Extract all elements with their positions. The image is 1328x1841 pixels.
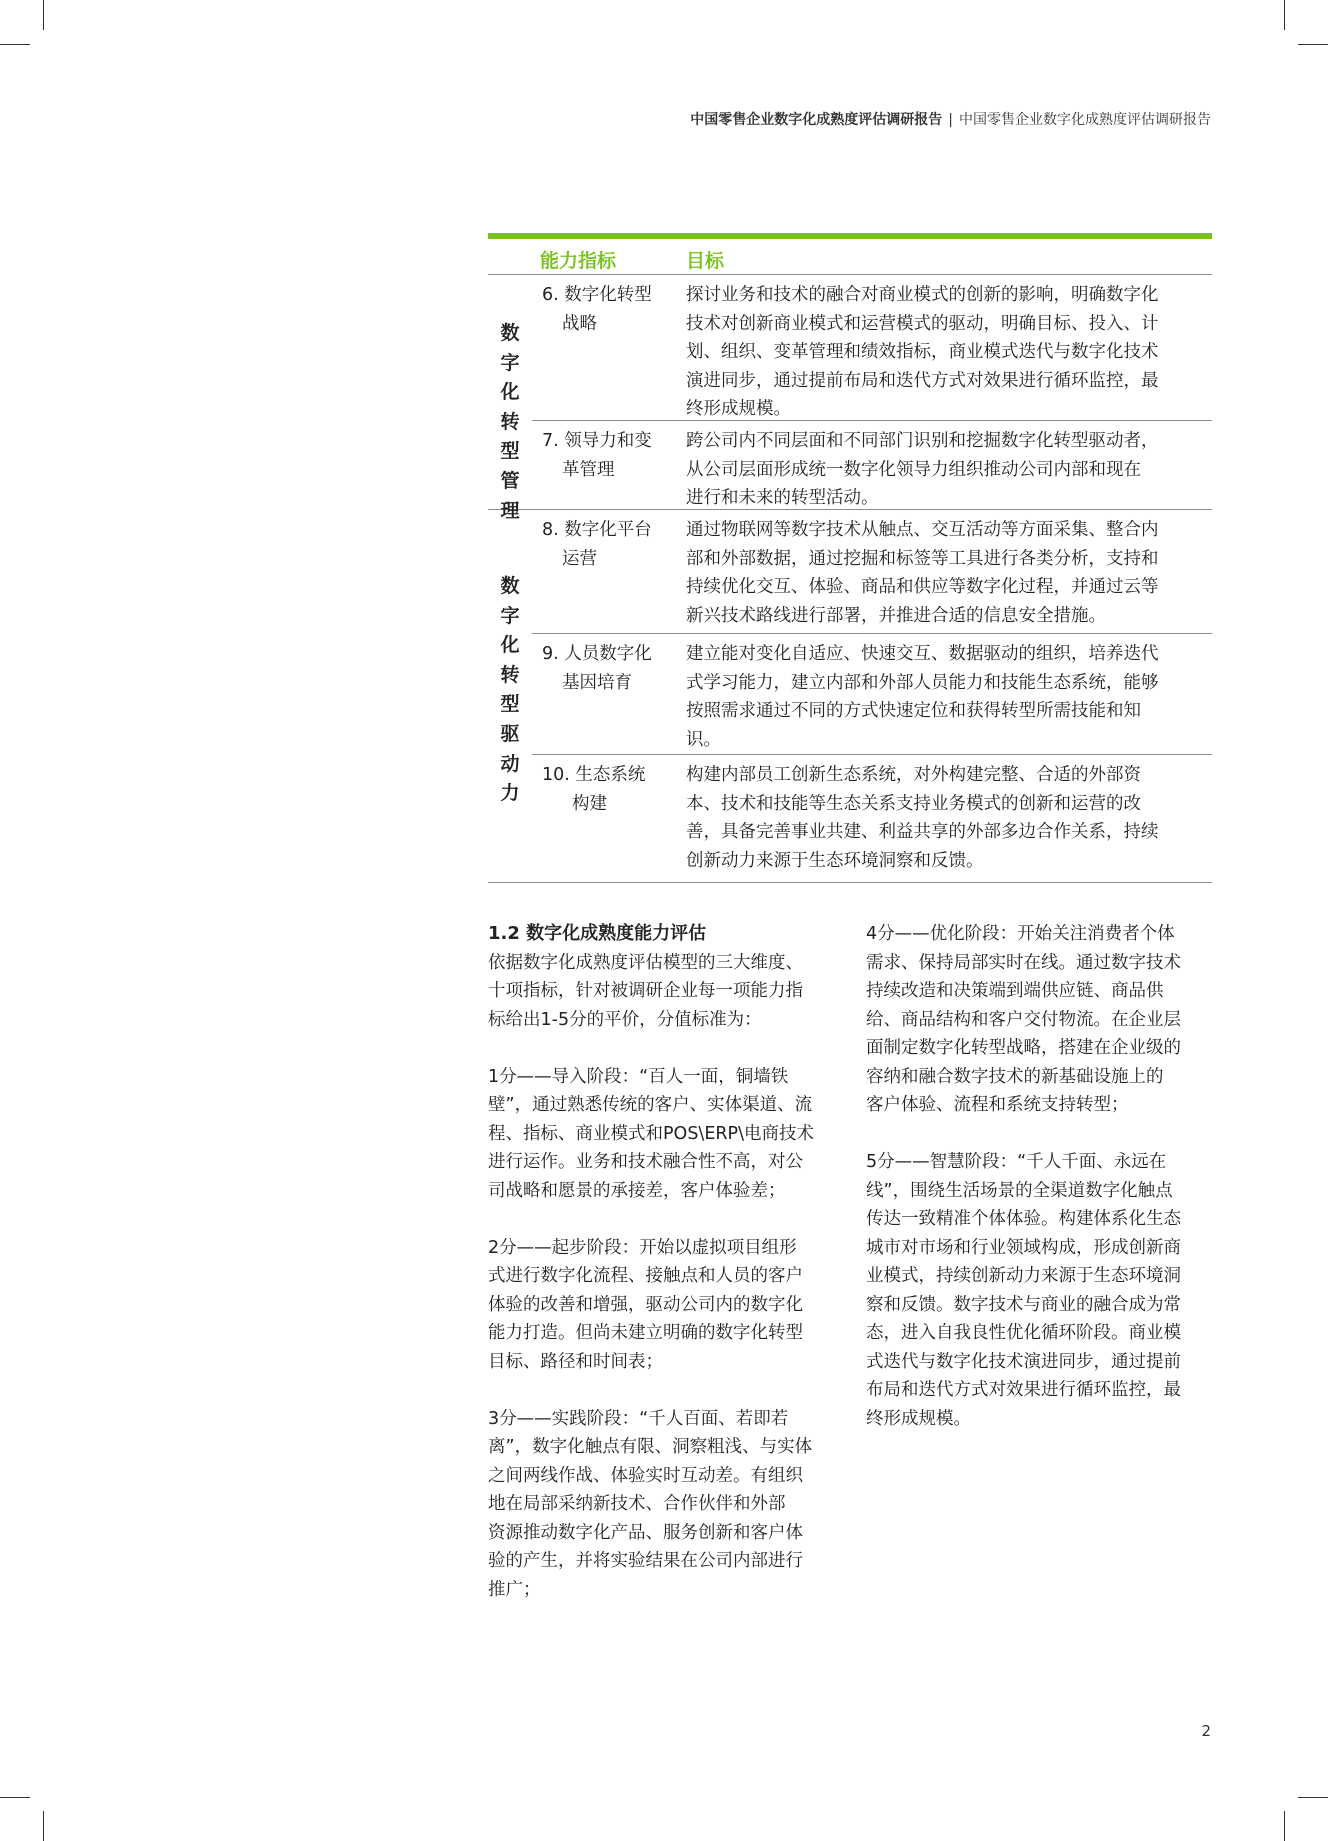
- crop-mark: [0, 1797, 30, 1798]
- crop-mark: [43, 0, 44, 30]
- paragraph: 1分——导入阶段：“百人一面，铜墙铁 壁”，通过熟悉传统的客户、实体渠道、流 程、指标、商业模式和POS\ERP\电商技术 进行运作。业务和技术融合性不高，对公 司战略和愿景的承接差，客户体验差；: [488, 1066, 814, 1201]
- crop-mark: [1284, 1811, 1285, 1841]
- paragraph: 3分——实践阶段：“千人百面、若即若 离”，数字化触点有限、洞察粗浅、与实体 之间两线作战、体验实时互动差。有组织 地在局部采纳新技术、合作伙伴和外部 资源推动数字化产品、服务创新和客户体 验的产生，并将实验结果在公司内部进行 推广；: [488, 1408, 813, 1600]
- crop-mark: [1298, 1797, 1328, 1798]
- page-number: 2: [1201, 1722, 1211, 1740]
- table-row: [532, 633, 1212, 754]
- crop-mark: [0, 44, 30, 45]
- indicator-cell: 10. 生态系统 构建: [542, 765, 646, 814]
- indicator-cell: 7. 领导力和变 革管理: [542, 431, 652, 480]
- crop-mark: [1284, 0, 1285, 30]
- table-row: [532, 420, 1212, 509]
- table-row: [532, 510, 1212, 633]
- left-text-column: [488, 920, 848, 1633]
- target-cell: 探讨业务和技术的融合对商业模式的创新的影响，明确数字化 技术对创新商业模式和运营模式的驱动，明确目标、投入、计 划、组织、变革管理和绩效指标，商业模式迭代与数字化技术 演进同步，通过提前布局和迭代方式对效果进行循环监控，最 终形成规模。: [686, 285, 1159, 419]
- dimension-group: [488, 275, 1212, 522]
- crop-mark: [1298, 44, 1328, 45]
- running-header: [690, 109, 1211, 129]
- target-cell: 跨公司内不同层面和不同部门识别和挖掘数字化转型驱动者， 从公司层面形成统一数字化领导力组织推动公司内部和现在 进行和未来的转型活动。: [686, 431, 1159, 508]
- target-cell: 构建内部员工创新生态系统，对外构建完整、合适的外部资 本、技术和技能等生态关系支持业务模式的创新和运营的改 善，具备完善事业共建、利益共享的外部多边合作关系，持续 创新动力来源于生态环境洞察和反馈。: [686, 765, 1159, 871]
- indicator-cell: 9. 人员数字化 基因培育: [542, 644, 652, 693]
- capability-table: [488, 233, 1212, 883]
- table-header: [488, 239, 1212, 275]
- header-title-light: 中国零售企业数字化成熟度评估调研报告: [959, 112, 1211, 128]
- table-row: [532, 275, 1212, 420]
- dimension-label: 数 字 化 转 型 管 理: [500, 322, 520, 522]
- indicator-cell: 6. 数字化转型 战略: [542, 285, 652, 334]
- header-target: 目标: [686, 250, 725, 272]
- target-cell: 通过物联网等数字技术从触点、交互活动等方面采集、整合内 部和外部数据，通过挖掘和标签等工具进行各类分析，支持和 持续优化交互、体验、商品和供应等数字化过程，并通过云等 新兴技术路线进行部署，并推进合适的信息安全措施。: [686, 520, 1159, 626]
- header-indicator: 能力指标: [540, 250, 617, 272]
- paragraph: 2分——起步阶段：开始以虚拟项目组形 式进行数字化流程、接触点和人员的客户 体验的改善和增强，驱动公司内的数字化 能力打造。但尚未建立明确的数字化转型 目标、路径和时间表；: [488, 1237, 803, 1372]
- indicator-cell: 8. 数字化平台 运营: [542, 520, 652, 569]
- paragraph: 4分——优化阶段：开始关注消费者个体 需求、保持局部实时在线。通过数字技术 持续改造和决策端到端供应链、商品供 给、商品结构和客户交付物流。在企业层 面制定数字化转型战略，搭建在企业级的 容纳和融合数字技术的新基础设施上的 客户体验、流程和系统支持转型；: [866, 924, 1181, 1115]
- dimension-group: [488, 510, 1212, 883]
- table-row: [532, 754, 1212, 882]
- section-title: 1.2 数字化成熟度能力评估: [488, 923, 707, 944]
- paragraph: 依据数字化成熟度评估模型的三大维度、 十项指标，针对被调研企业每一项能力指 标给出1-5分的平价，分值标准为：: [488, 952, 803, 1030]
- header-title-bold: 中国零售企业数字化成熟度评估调研报告: [690, 112, 943, 128]
- paragraph: 5分——智慧阶段：“千人千面、永远在 线”，围绕生活场景的全渠道数字化触点 传达一致精准个体体验。构建体系化生态 城市对市场和行业领域构成，形成创新商 业模式，持续创新动力来源于生态环境洞 察和反馈。数字技术与商业的融合成为常 态，进入自我良性优化循环阶段。商业模 式迭代与数字化技术演进同步，通过提前 布局和迭代方式对效果进行循环监控，最 终形成规模。: [866, 1152, 1181, 1429]
- crop-mark: [43, 1811, 44, 1841]
- dimension-label: 数 字 化 转 型 驱 动 力: [500, 575, 520, 805]
- right-text-column: [866, 920, 1226, 1462]
- header-separator: |: [948, 112, 953, 128]
- target-cell: 建立能对变化自适应、快速交互、数据驱动的组织，培养迭代 式学习能力，建立内部和外部人员能力和技能生态系统，能够 按照需求通过不同的方式快速定位和获得转型所需技能和知 识。: [686, 644, 1159, 750]
